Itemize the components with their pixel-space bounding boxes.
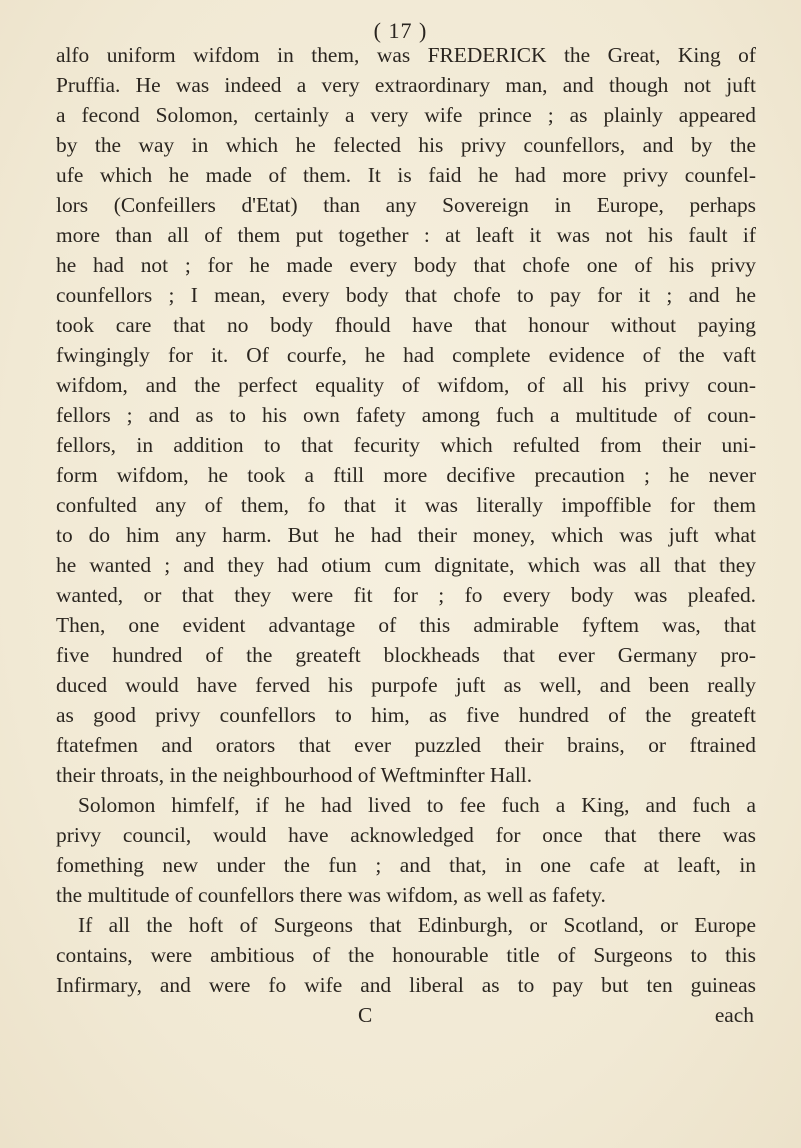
text-line: ftatefmen and orators that ever puzzled their brains, or ftrained [56,733,756,757]
text-line: fwingingly for it. Of courfe, he had complete evidence of the vaft [56,343,756,367]
text-line: lors (Confeillers d'Etat) than any Sovereign in Europe, perhaps [56,193,756,217]
text-line: the multitude of counfellors there was wifdom, as well as fafety. [56,883,606,907]
page-number: ( 17 ) [373,18,428,43]
catchword: each [714,1003,754,1027]
text-line: a fecond Solomon, certainly a very wife prince ; as plainly appeared [56,103,756,127]
text-line: he had not ; for he made every body that chofe one of his privy [56,253,756,277]
text-line: privy council, would have acknowledged for once that there was [56,823,756,847]
text-line: fomething new under the fun ; and that, in one cafe at leaft, in [56,853,756,877]
text-line: to do him any harm. But he had their money, which was juft what [56,523,756,547]
text-line: wifdom, and the perfect equality of wifdom, of all his privy coun- [56,373,756,397]
text-line: form wifdom, he took a ftill more decifive precaution ; he never [56,463,756,487]
text-line: duced would have ferved his purpofe juft as well, and been really [56,673,756,697]
text-line: he wanted ; and they had otium cum dignitate, which was all that they [56,553,756,577]
text-line: If all the hoft of Surgeons that Edinburgh, or Scotland, or Europe [78,913,756,937]
text-line: Infirmary, and were fo wife and liberal as to pay but ten guineas [56,973,756,997]
signature-mark: C [358,1003,373,1027]
text-line: contains, were ambitious of the honourable title of Surgeons to this [56,943,756,967]
text-line: Pruffia. He was indeed a very extraordinary man, and though not juft [56,73,756,97]
text-line: by the way in which he felected his privy counfellors, and by the [56,133,756,157]
body-text [56,40,756,1030]
text-line: as good privy counfellors to him, as five hundred of the greateft [56,703,756,727]
text-line: more than all of them put together : at leaft it was not his fault if [56,223,756,247]
text-line: Then, one evident advantage of this admirable fyftem was, that [56,613,756,637]
text-line: confulted any of them, fo that it was literally impoffible for them [56,493,756,517]
text-line: fellors, in addition to that fecurity which refulted from their uni- [56,433,756,457]
text-line: wanted, or that they were fit for ; fo every body was pleafed. [56,583,756,607]
text-line: alfo uniform wifdom in them, was FREDERICK the Great, King of [56,43,756,67]
text-line: five hundred of the greateft blockheads that ever Germany pro- [56,643,756,667]
catch-line [56,1000,756,1030]
text-line: fellors ; and as to his own fafety among fuch a multitude of coun- [56,403,756,427]
text-line: counfellors ; I mean, every body that chofe to pay for it ; and he [56,283,756,307]
text-line: ufe which he made of them. It is faid he had more privy counfel- [56,163,756,187]
text-line: took care that no body fhould have that honour without paying [56,313,756,337]
text-line: their throats, in the neighbourhood of Weftminfter Hall. [56,763,533,787]
text-line: Solomon himfelf, if he had lived to fee fuch a King, and fuch a [78,793,756,817]
